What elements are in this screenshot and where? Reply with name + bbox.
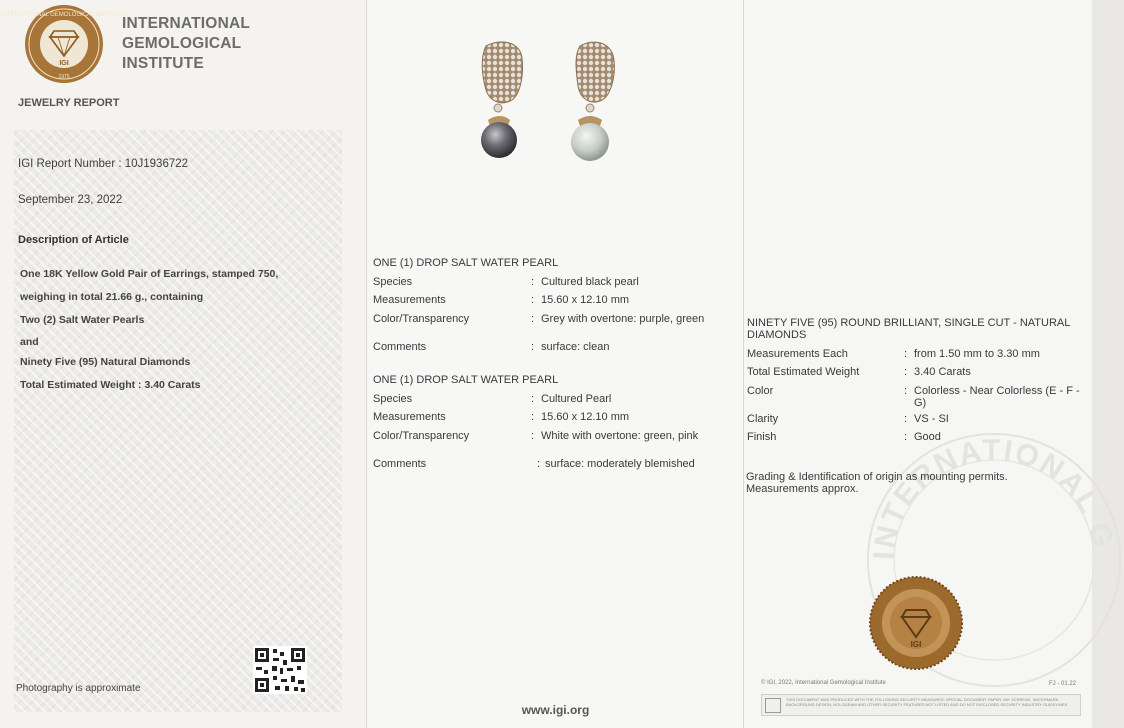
row-separator: : xyxy=(531,276,535,288)
gold-hologram-seal xyxy=(868,575,964,671)
row-value: from 1.50 mm to 3.30 mm xyxy=(914,348,1040,360)
row-label: Measurements Each xyxy=(747,348,848,360)
description-line: and xyxy=(20,336,39,348)
row-separator: : xyxy=(904,431,908,443)
row-value: Good xyxy=(914,431,941,443)
description-line: Two (2) Salt Water Pearls xyxy=(20,314,145,326)
row-separator: : xyxy=(904,366,908,378)
photography-note: Photography is approximate xyxy=(16,683,141,694)
row-label: Measurements xyxy=(373,294,446,306)
row-separator: : xyxy=(904,413,908,425)
org-line-1: INTERNATIONAL xyxy=(122,15,251,32)
org-line-2: GEMOLOGICAL xyxy=(122,35,242,52)
description-line: Ninety Five (95) Natural Diamonds xyxy=(20,356,191,368)
organization-name xyxy=(122,14,250,74)
form-code: FJ - 01.22 xyxy=(1049,681,1077,687)
qr-code[interactable] xyxy=(253,646,307,694)
row-label: Clarity xyxy=(747,413,779,425)
row-label: Species xyxy=(373,276,413,288)
row-value: 3.40 Carats xyxy=(914,366,971,378)
igi-seal-logo xyxy=(1,4,127,84)
description-title: Description of Article xyxy=(18,234,129,246)
website-link[interactable]: www.igi.org xyxy=(521,703,590,717)
right-earring xyxy=(571,42,614,161)
row-separator: : xyxy=(531,430,535,442)
seal-abbr: IGI xyxy=(910,640,922,649)
row-separator: : xyxy=(904,385,908,397)
description-line: weighing in total 21.66 g., containing xyxy=(20,291,204,303)
watermark-text: INTERNATIONAL G xyxy=(867,433,1120,561)
row-value: Grey with overtone: purple, green xyxy=(541,313,705,325)
security-features-notice xyxy=(761,694,1081,716)
copyright-text: © IGI, 2022, International Gemological Institute xyxy=(761,680,886,686)
grading-note: Grading & Identification of origin as mounting permits. Measurements approx. xyxy=(746,471,1008,495)
row-label: Measurements xyxy=(373,411,446,423)
row-separator: : xyxy=(531,341,535,353)
row-value: White with overtone: green, pink xyxy=(541,430,699,442)
row-label: Total Estimated Weight xyxy=(747,366,860,378)
row-separator: : xyxy=(531,313,535,325)
row-separator: : xyxy=(537,458,541,470)
row-label: Color xyxy=(747,385,774,397)
row-value: VS - SI xyxy=(914,413,949,425)
row-label: Color/Transparency xyxy=(373,430,470,442)
row-value: Cultured black pearl xyxy=(541,276,639,288)
description-line: Total Estimated Weight : 3.40 Carats xyxy=(20,379,201,391)
seal-ring-text: INTERNATIONAL GEMOLOGICAL INSTITUTE xyxy=(1,12,127,18)
report-type-heading: JEWELRY REPORT xyxy=(18,97,120,109)
diamonds-title: NINETY FIVE (95) ROUND BRILLIANT, SINGLE CUT - NATURAL DIAMONDS xyxy=(747,317,1070,341)
row-value: surface: clean xyxy=(541,341,610,353)
security-notice-text: THIS DOCUMENT WAS PRODUCED WITH THE FOLLOWING SECURITY MEASURES: SPECIAL DOCUMENT PAPER, INK SCREENS, WATERMARK BACKGROUND DESIGN, HOLOGRAM AND OTHER SECURITY FEATURES NOT LISTED AND DO NOT DISCLOSED SECURITY INDUSTRY GUIDELINES xyxy=(786,697,1068,707)
left-earring xyxy=(481,42,523,158)
report-date: September 23, 2022 xyxy=(18,194,123,206)
earrings-photo xyxy=(462,36,642,176)
row-separator: : xyxy=(904,348,908,360)
row-value: 15.60 x 12.10 mm xyxy=(541,411,630,423)
row-separator: : xyxy=(531,411,535,423)
seal-abbr: IGI xyxy=(59,60,69,67)
document-icon xyxy=(765,698,781,713)
security-pattern-background xyxy=(14,130,342,712)
row-value: Colorless - Near Colorless (E - F - G) xyxy=(914,385,1080,409)
report-cover-panel xyxy=(0,0,366,728)
description-line: One 18K Yellow Gold Pair of Earrings, stamped 750, xyxy=(20,268,279,280)
row-label: Comments xyxy=(373,341,427,353)
row-value: 15.60 x 12.10 mm xyxy=(541,294,630,306)
pearl-2-title: ONE (1) DROP SALT WATER PEARL xyxy=(373,374,559,386)
row-value: surface: moderately blemished xyxy=(545,458,695,470)
row-separator: : xyxy=(531,393,535,405)
row-label: Species xyxy=(373,393,413,405)
report-number: IGI Report Number : 10J1936722 xyxy=(18,158,189,170)
pearl-details-panel xyxy=(366,0,743,728)
diamond-details-panel xyxy=(743,0,1120,728)
row-label: Comments xyxy=(373,458,427,470)
row-value: Cultured Pearl xyxy=(541,393,612,405)
row-label: Color/Transparency xyxy=(373,313,470,325)
seal-year: 1975 xyxy=(58,74,70,80)
row-label: Finish xyxy=(747,431,777,443)
row-separator: : xyxy=(531,294,535,306)
pearl-1-title: ONE (1) DROP SALT WATER PEARL xyxy=(373,257,559,269)
org-line-3: INSTITUTE xyxy=(122,55,204,72)
svg-text:INTERNATIONAL GEMOLOGICAL xyxy=(864,430,1120,560)
